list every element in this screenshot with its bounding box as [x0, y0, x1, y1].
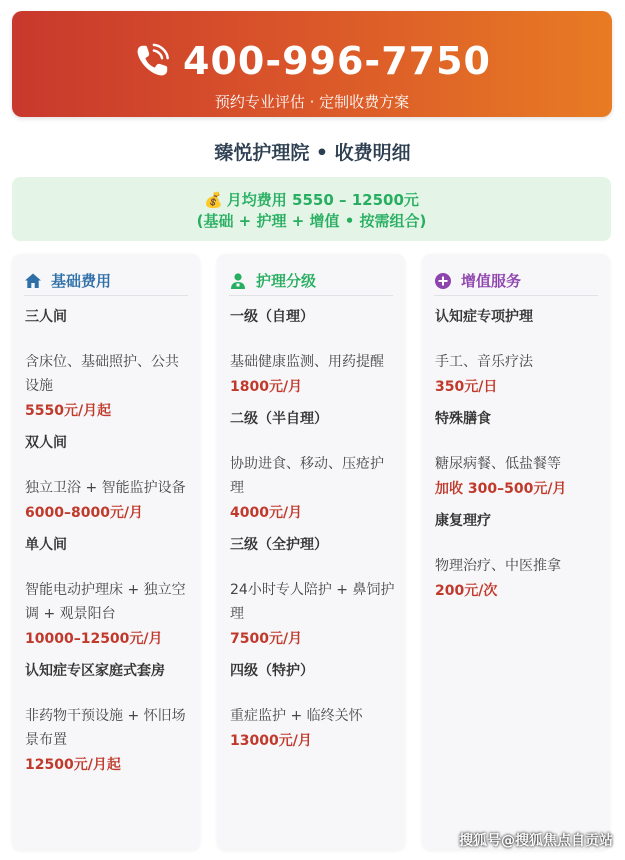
price-range: 月均费用 5550 – 12500元	[226, 191, 419, 209]
item-price: 7500元/月	[230, 631, 303, 647]
item-title: 双人间	[25, 435, 67, 451]
item-title: 康复理疗	[435, 513, 491, 529]
price-composition: (基础 + 护理 + 增值 • 按需组合)	[196, 212, 427, 230]
item-price: 350元/日	[435, 379, 498, 395]
card-header	[229, 266, 393, 296]
item-price: 6000–8000元/月	[25, 505, 144, 521]
item-price: 12500元/月起	[25, 757, 121, 773]
item-title: 一级（自理）	[230, 309, 314, 325]
service-list	[435, 304, 600, 610]
list-item	[230, 304, 395, 400]
item-desc: 24小时专人陪护 + 鼻饲护理	[230, 582, 395, 622]
item-desc: 非药物干预设施 + 怀旧场景布置	[25, 708, 186, 748]
hotline-banner	[12, 11, 612, 117]
item-desc: 含床位、基础照护、公共设施	[25, 354, 179, 394]
list-item	[435, 304, 600, 400]
item-desc: 基础健康监测、用药提醒	[230, 354, 384, 370]
item-desc: 糖尿病餐、低盐餐等	[435, 456, 561, 472]
list-item	[25, 430, 190, 526]
home-icon	[24, 272, 42, 290]
caregiver-icon	[229, 272, 247, 290]
basic-fees-card	[12, 254, 200, 850]
item-price: 5550元/月起	[25, 403, 112, 419]
fee-list	[25, 304, 190, 784]
list-item	[25, 304, 190, 424]
item-title: 认知症专项护理	[435, 309, 533, 325]
item-desc: 物理治疗、中医推拿	[435, 558, 561, 574]
list-item	[25, 658, 190, 778]
page-title: 臻悦护理院 • 收费明细	[214, 142, 411, 164]
price-summary-line	[12, 189, 611, 210]
hotline-subtitle: 预约专业评估 · 定制收费方案	[214, 93, 410, 111]
item-title: 特殊膳食	[435, 411, 491, 427]
item-title: 二级（半自理）	[230, 411, 328, 427]
list-item	[230, 406, 395, 526]
item-price: 13000元/月	[230, 733, 312, 749]
item-desc: 独立卫浴 + 智能监护设备	[25, 480, 186, 496]
list-item	[230, 532, 395, 652]
item-price: 1800元/月	[230, 379, 303, 395]
item-title: 三人间	[25, 309, 67, 325]
phone-icon	[133, 42, 171, 80]
price-summary-banner	[12, 177, 611, 241]
item-desc: 手工、音乐疗法	[435, 354, 533, 370]
card-header	[24, 266, 188, 296]
item-title: 三级（全护理）	[230, 537, 328, 553]
list-item	[435, 508, 600, 604]
item-desc: 智能电动护理床 + 独立空调 + 观景阳台	[25, 582, 186, 622]
item-price: 200元/次	[435, 583, 498, 599]
item-title: 四级（特护）	[230, 663, 314, 679]
care-levels-card	[217, 254, 405, 850]
item-title: 认知症专区家庭式套房	[25, 663, 165, 679]
list-item	[25, 532, 190, 652]
care-level-list	[230, 304, 395, 760]
phone-number[interactable]: 400-996-7750	[183, 39, 491, 83]
card-title: 增值服务	[461, 272, 522, 290]
list-item	[435, 406, 600, 502]
item-price: 10000–12500元/月	[25, 631, 163, 647]
watermark: 搜狐号@搜狐焦点自贡站	[459, 833, 613, 849]
item-price: 4000元/月	[230, 505, 303, 521]
money-bag-icon: 💰	[204, 191, 223, 209]
item-price: 加收 300–500元/月	[435, 481, 567, 497]
hotline-row	[12, 37, 612, 85]
value-added-services-card	[422, 254, 610, 850]
card-title: 护理分级	[256, 272, 317, 290]
item-title: 单人间	[25, 537, 67, 553]
card-title: 基础费用	[51, 272, 112, 290]
list-item	[230, 658, 395, 754]
card-header	[434, 266, 598, 296]
item-desc: 协助进食、移动、压疮护理	[230, 456, 384, 496]
plus-circle-icon	[434, 272, 452, 290]
item-desc: 重症监护 + 临终关怀	[230, 708, 363, 724]
